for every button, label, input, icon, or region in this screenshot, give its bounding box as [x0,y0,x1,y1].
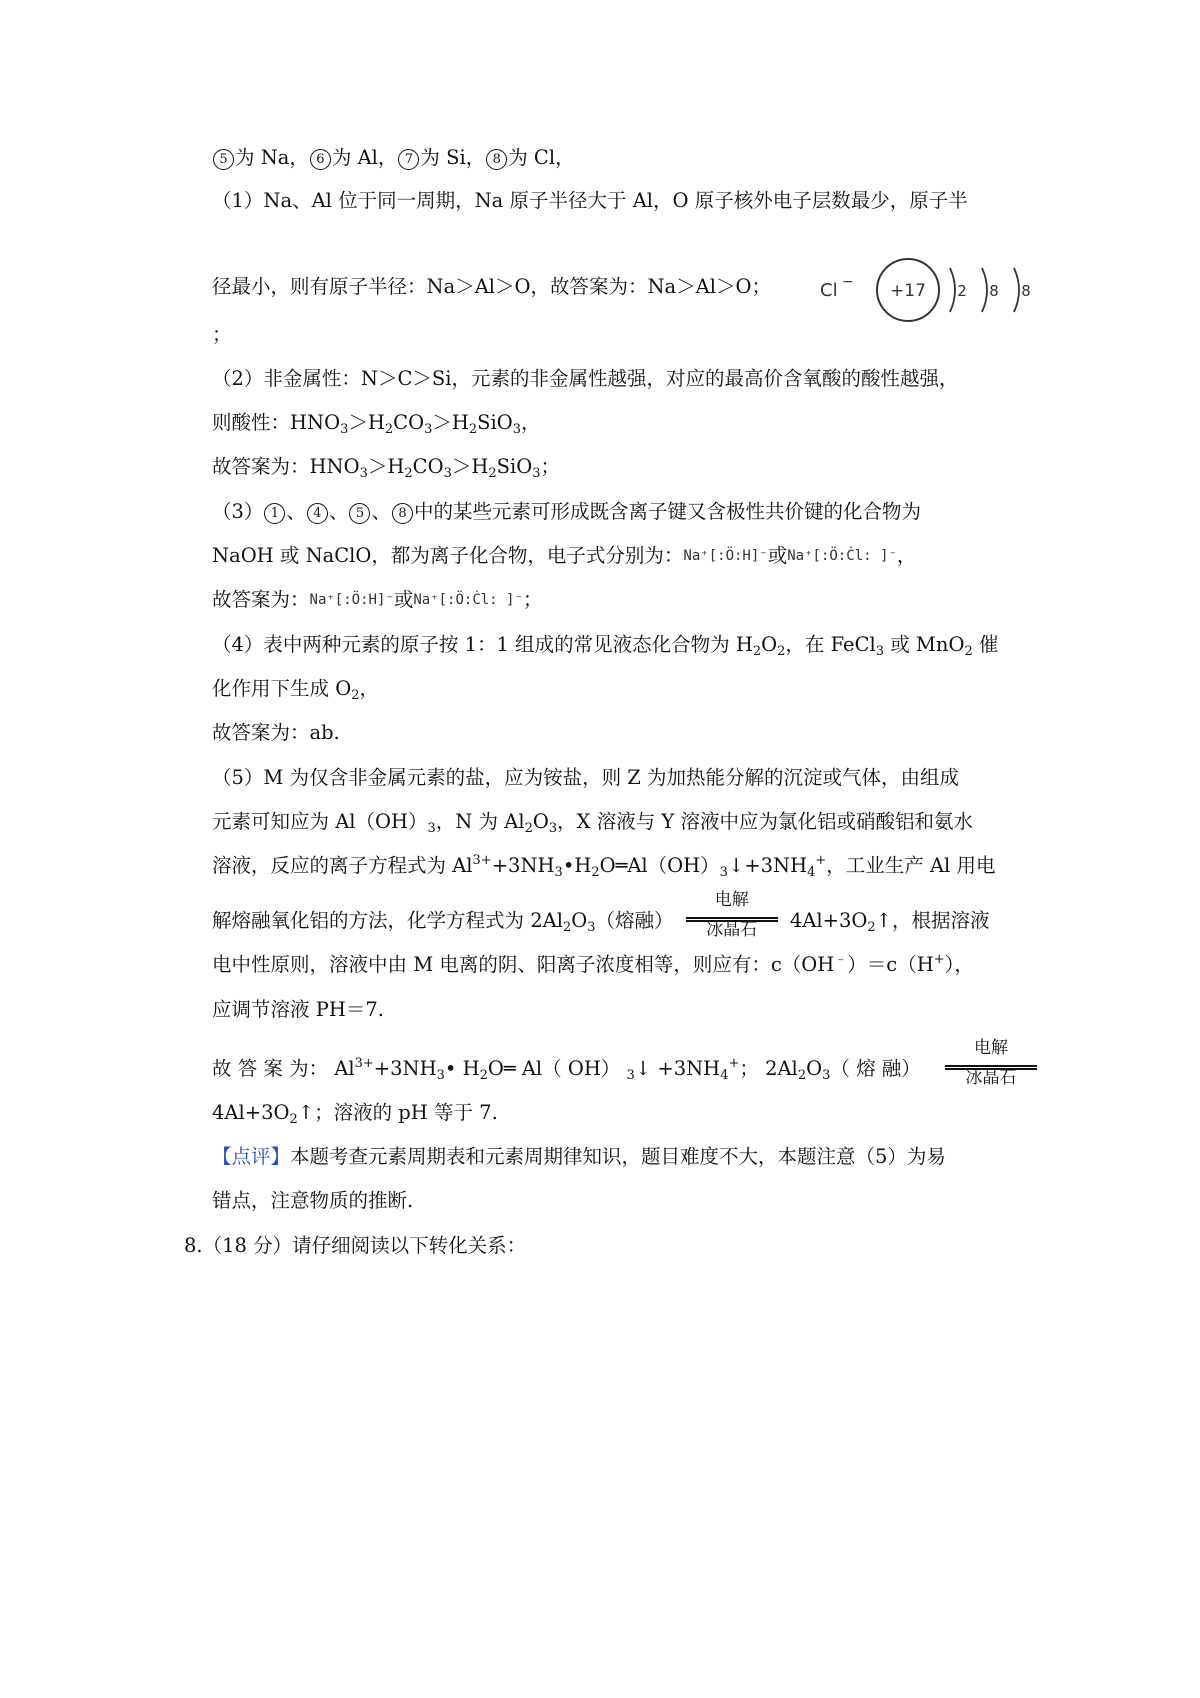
text-line-p4b: 化作用下生成 $O_2$， [212,677,379,703]
text-line-comment-b: 错点，注意物质的推断. [212,1189,414,1212]
text-line-p2c: 故答案为：$HNO_3>H_2CO_3>H_2SiO_3$； [212,455,561,481]
text-line-0: 5 为 Na， 6 为 Al， 7 为 Si， 8 为 Cl， [212,143,1032,173]
question-8-heading: 8.（18 分）请仔细阅读以下转化关系： [184,1234,527,1257]
shell-2: 8 [989,282,999,300]
text-line-answer: 故 答 案 为： $Al^{3+}+3NH_3•$ $H_2O═$ Al（ OH） $_3$↓ $+3NH_4^+$； $2Al_2O_3$（ 熔 融） 电解 冰晶石 [212,1054,1032,1085]
text-line-p2a: （2）非金属性：N＞C＞Si，元素的非金属性越强，对应的最高价含氧酸的酸性越强， [212,367,959,390]
text-line-p4a: （4）表中两种元素的原子按 1：1 组成的常见液态化合物为 $H_2O_2$，在 FeCl$_3$ 或 MnO$_2$ 催 [212,633,999,659]
ion-charge: − [842,274,854,290]
electrolysis-condition-arrow-2: 电解 冰晶石 [945,1055,1037,1085]
text-line-p1c: ； [212,323,232,346]
text-line-p5a: （5）M 为仅含非金属元素的盐，应为铵盐，则 Z 为加热能分解的沉淀或气体，由组成 [212,766,960,789]
text-line-p3b: NaOH 或 NaClO，都为离子化合物，电子式分别为：Na⁺[:Ö:H]⁻或Na⁺[:Ö:Ċl: ]⁻， [212,541,1032,571]
naoh-electron-formula: Na⁺[:Ö:H]⁻ [683,548,768,564]
text-line-p5c: 溶液，反应的离子方程式为 $Al^{3+}+3NH_3•H_2O═Al(OH)_3↓+3NH_4^+$，工业生产 Al 用电 [212,853,996,880]
naclo-electron-formula-2: Na⁺[:Ö:Ċl: ]⁻ [413,592,523,608]
ion-symbol: Cl [820,280,838,301]
nucleus-charge: +17 [890,281,926,301]
text-line-p5f: 应调节溶液 PH＝7. [212,998,384,1021]
text-line-p3c: 故答案为：Na⁺[:Ö:H]⁻或Na⁺[:Ö:Ċl: ]⁻； [212,585,1032,615]
text-line-comment-a: 【点评】本题考查元素周期表和元素周期律知识，题目难度不大，本题注意（5）为易 [212,1145,946,1168]
text-line-p5b: 元素可知应为 $Al(OH)_3$，N 为 $Al_2O_3$，X 溶液与 Y 溶液中应为氯化铝或硝酸铝和氨水 [212,810,973,836]
shell-3: 8 [1021,282,1031,300]
text-line-p4c: 故答案为：ab. [212,721,340,744]
naoh-electron-formula-2: Na⁺[:Ö:H]⁻ [309,592,394,608]
text-line-p3a: （3） 1 、 4 、 5 、 8 中的某些元素可形成既含离子键又含极性共价键的化合物为 [212,500,921,523]
shell-1: 2 [957,282,967,300]
text-line-p2b: 则酸性：$HNO_3>H_2CO_3>H_2SiO_3$， [212,411,541,437]
electrolysis-condition-arrow: 电解 冰晶石 [686,907,778,937]
naclo-electron-formula: Na⁺[:Ö:Ċl: ]⁻ [787,548,897,564]
text-line-p1a: （1）Na、Al 位于同一周期，Na 原子半径大于 Al，O 原子核外电子层数最少，原子半 [212,189,968,212]
text-line-answer-2: $4Al+3O_2↑$；溶液的 pH 等于 7. [212,1101,498,1127]
text-line-p5d: 解熔融氧化铝的方法，化学方程式为 $2Al_2O_3$（熔融） 电解 冰晶石 $4Al+3O_2↑$，根据溶液 [212,889,990,940]
text-line-p5e: 电中性原则，溶液中由 M 电离的阴、阳离子浓度相等，则应有：c（OH﹣）＝c（H+）， [212,952,974,976]
text-line-p1b: 径最小，则有原子半径：Na＞Al＞O，故答案为：Na＞Al＞O； [212,275,771,298]
chloride-ion-structure-diagram [820,252,1040,328]
comment-tag: 【点评】 [212,1145,291,1168]
